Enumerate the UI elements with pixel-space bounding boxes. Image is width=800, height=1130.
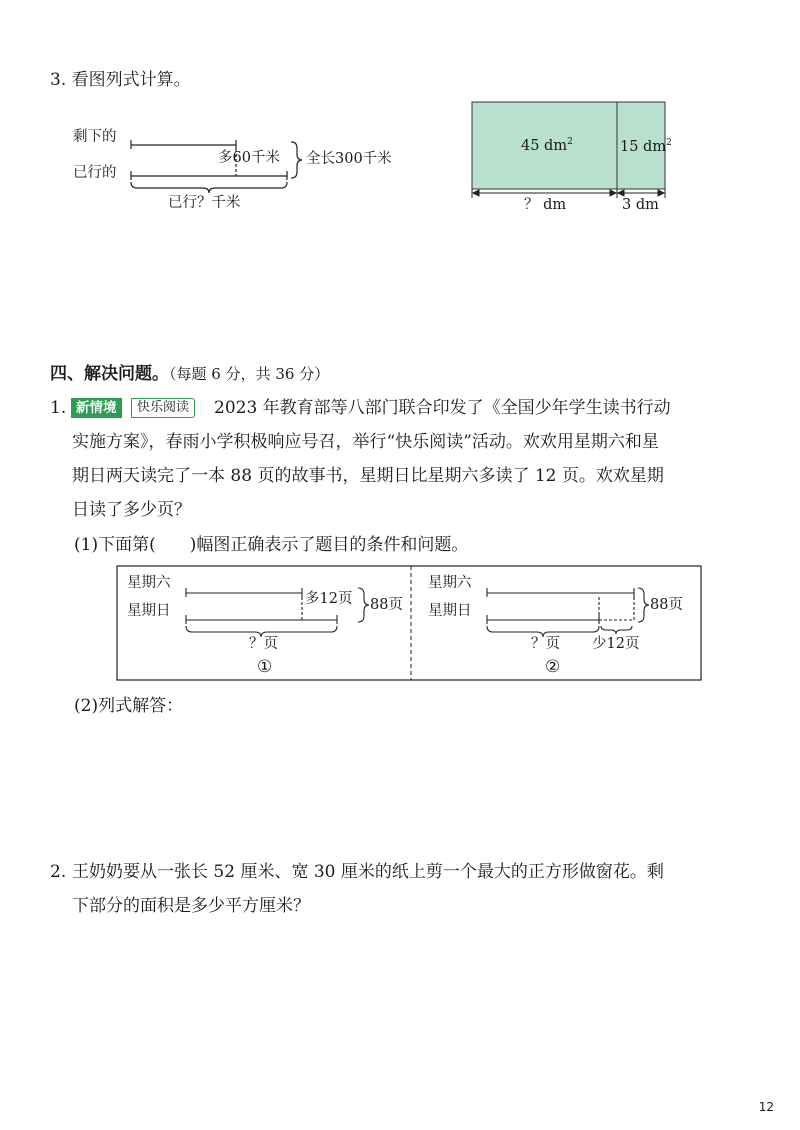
traveled-question-label: 已行？千米	[168, 195, 241, 211]
diagram-2-question: ？页	[531, 636, 560, 652]
section-heading: 四、解决问题。（每题 6 分，共 36 分）	[50, 364, 330, 384]
problem-1-line-4: 日读了多少页？	[72, 500, 191, 520]
problem-1-line-3: 期日两天读完了一本 88 页的故事书，星期日比星期六多读了 12 页。欢欢星期	[72, 466, 664, 486]
area-right-label: 15 $dm^2$	[620, 138, 672, 155]
more-60km-label: 多60千米	[218, 150, 280, 166]
problem-2-number: 2.	[50, 862, 67, 882]
happy-reading-tag: 快乐阅读	[131, 398, 195, 418]
problem-1-number: 1.	[50, 398, 67, 418]
sub-question-1: (1)下面第( )幅图正确表示了题目的条件和问题。	[74, 535, 469, 555]
width-left-label: ？ dm	[524, 197, 567, 213]
diagram-2-less: 少12页	[592, 636, 640, 652]
diagram-1-number: ①	[257, 657, 273, 677]
diagram-2-total: 88页	[650, 597, 683, 613]
problem-2-line-1: 王奶奶要从一张长 52 厘米、宽 30 厘米的纸上剪一个最大的正方形做窗花。剩	[72, 862, 664, 882]
area-left-label: 45 $dm^2$	[521, 137, 573, 154]
total-length-label: 全长300千米	[306, 151, 392, 167]
problem-1-line-1: 2023 年教育部等八部门联合印发了《全国少年学生读书行动	[214, 398, 671, 418]
page-number: 12	[758, 1100, 774, 1114]
diagram-1-more: 多12页	[305, 591, 353, 607]
problem-2-line-2: 下部分的面积是多少平方厘米？	[72, 896, 310, 916]
width-right-label: 3 dm	[622, 197, 659, 213]
diagram-2-number: ②	[545, 657, 561, 677]
sub-question-2: (2)列式解答：	[74, 696, 184, 716]
problem-1-line-2: 实施方案》，春雨小学积极响应号召，举行“快乐阅读”活动。欢欢用星期六和星	[72, 432, 659, 452]
remaining-label: 剩下的	[73, 129, 117, 145]
diagram-2-saturday: 星期六	[428, 575, 472, 591]
diagram-1-saturday: 星期六	[127, 575, 171, 591]
diagram-1-sunday: 星期日	[127, 603, 171, 619]
new-context-tag: 新情境	[71, 398, 122, 418]
diagram-2-sunday: 星期日	[428, 603, 472, 619]
diagram-1-question: ？页	[249, 636, 278, 652]
diagram-1-total: 88页	[370, 597, 403, 613]
q3-title: 3. 看图列式计算。	[50, 70, 191, 90]
traveled-label: 已行的	[73, 165, 117, 181]
